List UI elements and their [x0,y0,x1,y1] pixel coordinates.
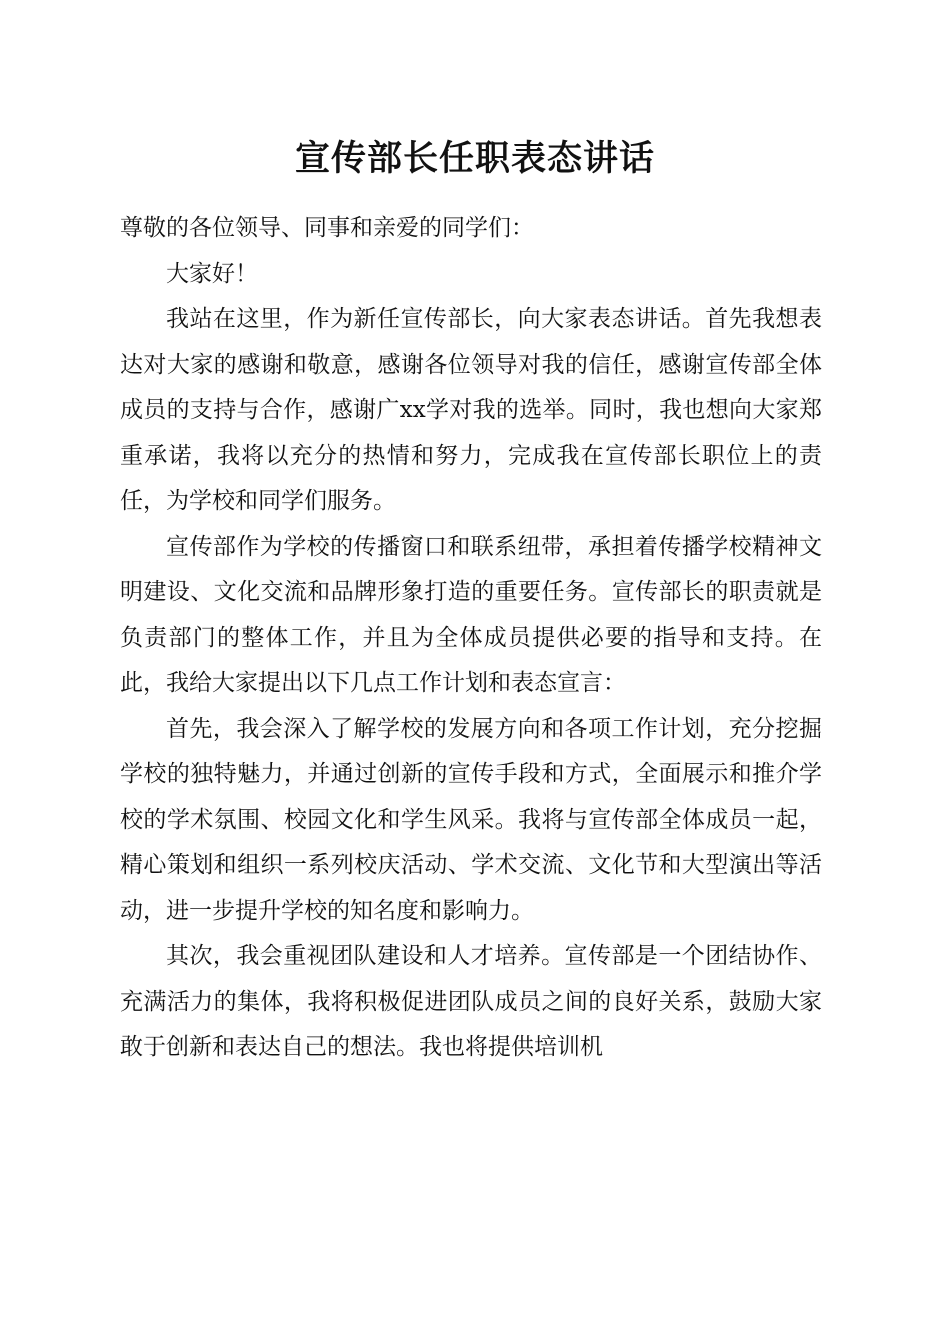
greeting: 大家好！ [166,260,258,287]
salutation: 尊敬的各位领导、同事和亲爱的同学们： [120,215,534,241]
paragraph: 我站在这里，作为新任宣传部长，向大家表态讲话。首先我想表达对大家的感谢和敬意，感谢各位领导对我的信任，感谢宣传部全体成员的支持与合作，感谢广xx学对我的选举。同时，我也想向大家郑重承诺，我将以充分的热情和努力，完成我在宣传部长职位上的责任，为学校和同学们服务。 [120,306,822,514]
document-title: 宣传部长任职表态讲话 [294,138,655,179]
paragraph: 首先，我会深入了解学校的发展方向和各项工作计划，充分挖掘学校的独特魅力，并通过创新的宣传手段和方式，全面展示和推介学校的学术氛围、校园文化和学生风采。我将与宣传部全体成员一起，精心策划和组织一系列校庆活动、学术交流、文化节和大型演出等活动，进一步提升学校的知名度和影响力。 [120,715,822,924]
paragraph: 宣传部作为学校的传播窗口和联系纽带，承担着传播学校精神文明建设、文化交流和品牌形象打造的重要任务。宣传部长的职责就是负责部门的整体工作，并且为全体成员提供必要的指导和支持。在此，我给大家提出以下几点工作计划和表态宣言： [120,533,822,696]
paragraph: 其次，我会重视团队建设和人才培养。宣传部是一个团结协作、充满活力的集体，我将积极促进团队成员之间的良好关系，鼓励大家敢于创新和表达自己的想法。我也将提供培训机 [120,943,822,1060]
document-body [120,206,822,1071]
